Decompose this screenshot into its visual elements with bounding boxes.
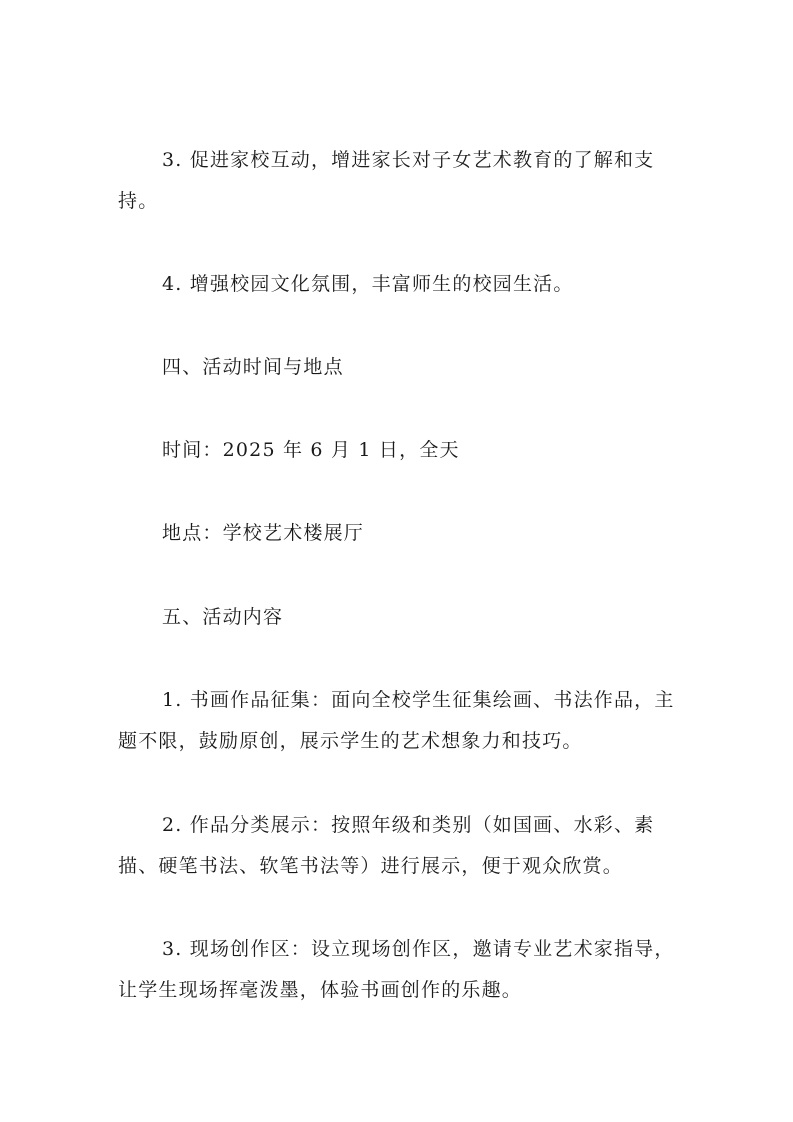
content-item-1: 1. 书画作品征集：面向全校学生征集绘画、书法作品，主题不限，鼓励原创，展示学生的艺术想象力和技巧。 [118, 689, 675, 752]
goal-item-3: 3. 促进家校互动，增进家长对子女艺术教育的了解和支持。 [118, 149, 655, 212]
event-location: 地点：学校艺术楼展厅 [162, 522, 365, 544]
content-item-3: 3. 现场创作区：设立现场创作区，邀请专业艺术家指导，让学生现场挥毫泼墨，体验书画创作的乐趣。 [118, 938, 675, 1001]
section-heading-time-place: 四、活动时间与地点 [162, 356, 344, 378]
event-time: 时间：2025 年 6 月 1 日，全天 [162, 439, 460, 461]
section-heading-content: 五、活动内容 [162, 606, 284, 628]
content-item-2: 2. 作品分类展示：按照年级和类别（如国画、水彩、素描、硬笔书法、软笔书法等）进行展示，便于观众欣赏。 [118, 814, 655, 877]
goal-item-4: 4. 增强校园文化氛围，丰富师生的校园生活。 [162, 273, 574, 295]
